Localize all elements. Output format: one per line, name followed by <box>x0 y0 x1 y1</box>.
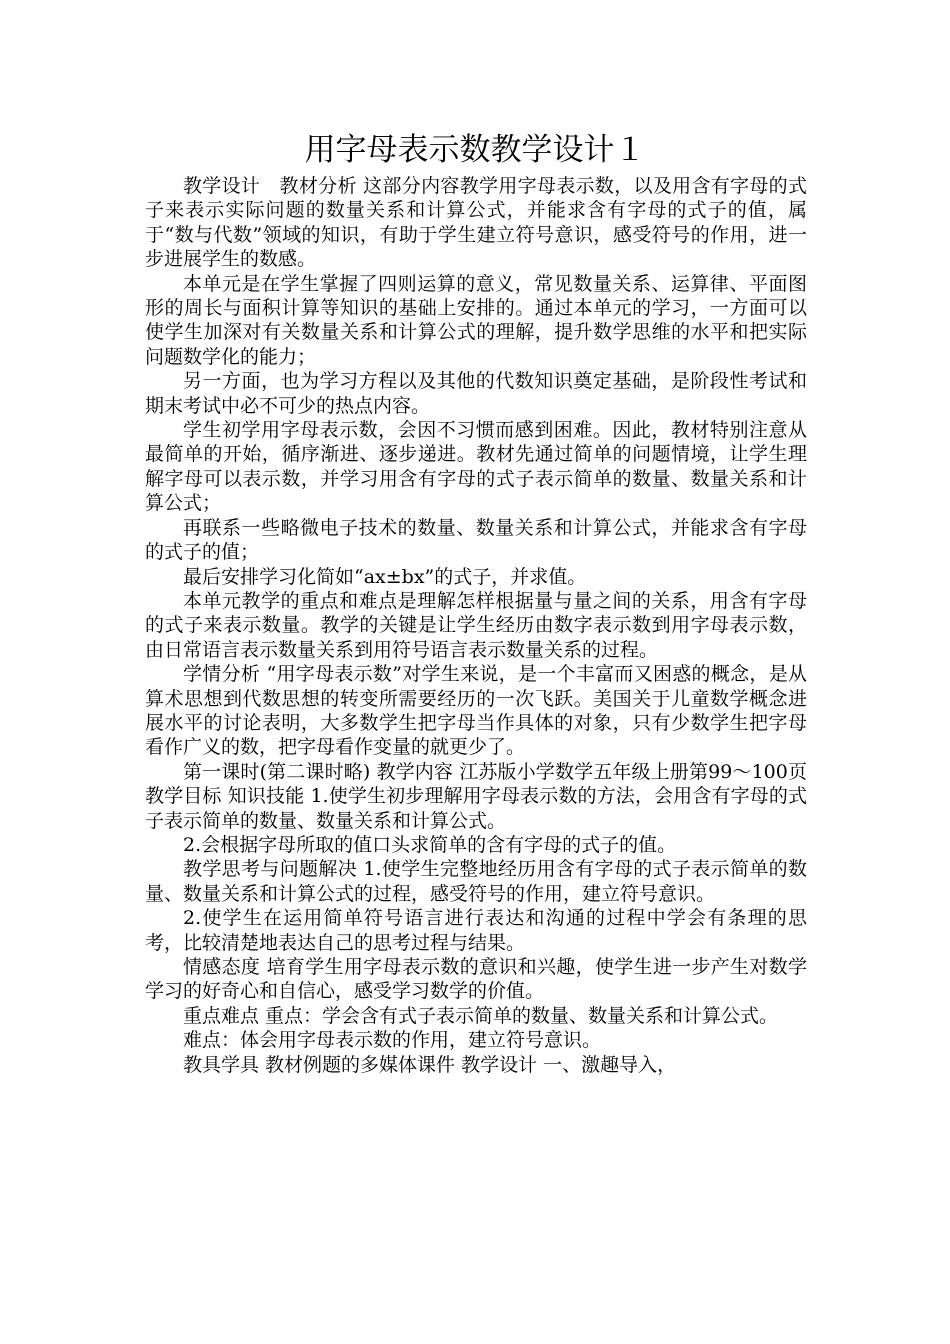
paragraph-lesson-one: 第一课时(第二课时略) 教学内容 江苏版小学数学五年级上册第99～100页 教学目标 知识技能 1.使学生初步理解用字母表示数的方法，会用含有字母的式子表示简单的数量、数量关系和计算公式。 <box>145 760 807 832</box>
document-body <box>145 174 807 1077</box>
paragraph-connection: 再联系一些略微电子技术的数量、数量关系和计算公式，并能求含有字母的式子的值； <box>145 516 807 564</box>
paragraph-objective-two: 2.会根据字母所取的值口头求简单的含有字母的式子的值。 <box>183 833 677 856</box>
paragraph-learner-analysis: 学情分析 “用字母表示数”对学生来说，是一个丰富而又困惑的概念，是从算术思想到代数思想的转变所需要经历的一次飞跃。美国关于儿童数学概念进展水平的讨论表明，大多数学生把字母当作具体的对象，只有少数学生把字母看作广义的数，把字母看作变量的就更少了。 <box>145 663 807 759</box>
paragraph-other-aspect: 另一方面，也为学习方程以及其他的代数知识奠定基础，是阶段性考试和期末考试中必不可少的热点内容。 <box>145 370 807 417</box>
paragraph-simplify: 最后安排学习化简如“ax±bx”的式子，并求值。 <box>183 565 587 588</box>
paragraph-thinking-two: 2.使学生在运用简单符号语言进行表达和沟通的过程中学会有条理的思考，比较清楚地表达自己的思考过程与结果。 <box>145 907 807 954</box>
paragraph-key-points: 本单元教学的重点和难点是理解怎样根据量与量之间的关系，用含有字母的式子来表示数量。教学的关键是让学生经历由数字表示数到用字母表示数，由日常语言表示数量关系到用符号语言表示数量关系的过程。 <box>145 589 807 661</box>
document-title: 用字母表示数教学设计１ <box>304 132 646 168</box>
paragraph-unit-basis: 本单元是在学生掌握了四则运算的意义，常见数量关系、运算律、平面图形的周长与面积计算等知识的基础上安排的。通过本单元的学习，一方面可以使学生加深对有关数量关系和计算公式的理解，提升数学思维的水平和把实际问题数学化的能力； <box>145 272 807 368</box>
paragraph-teaching-design: 教学设计 教材分析 这部分内容教学用字母表示数，以及用含有字母的式子来表示实际问题的数量关系和计算公式，并能求含有字母的式子的值，属于“数与代数”领域的知识，有助于学生建立符号意识，感受符号的作用，进一步进展学生的数感。 <box>145 175 807 271</box>
paragraph-focus: 重点难点 重点：学会含有式子表示简单的数量、数量关系和计算公式。 <box>183 1004 779 1027</box>
paragraph-student-difficulty: 学生初学用字母表示数，会因不习惯而感到困难。因此，教材特别注意从最简单的开始，循序渐进、逐步递进。教材先通过简单的问题情境，让学生理解字母可以表示数，并学习用含有字母的式子表示简单的数量、数量关系和计算公式； <box>145 419 807 515</box>
paragraph-attitude: 情感态度 培育学生用字母表示数的意识和兴趣，使学生进一步产生对数学学习的好奇心和自信心，感受学习数学的价值。 <box>145 956 807 1003</box>
paragraph-thinking-one: 教学思考与问题解决 1.使学生完整地经历用含有字母的式子表示简单的数量、数量关系和计算公式的过程，感受符号的作用，建立符号意识。 <box>145 858 807 905</box>
paragraph-teaching-aids: 教具学具 教材例题的多媒体课件 教学设计 一、激趣导入， <box>183 1053 677 1076</box>
paragraph-difficulty: 难点：体会用字母表示数的作用，建立符号意识。 <box>183 1029 602 1052</box>
